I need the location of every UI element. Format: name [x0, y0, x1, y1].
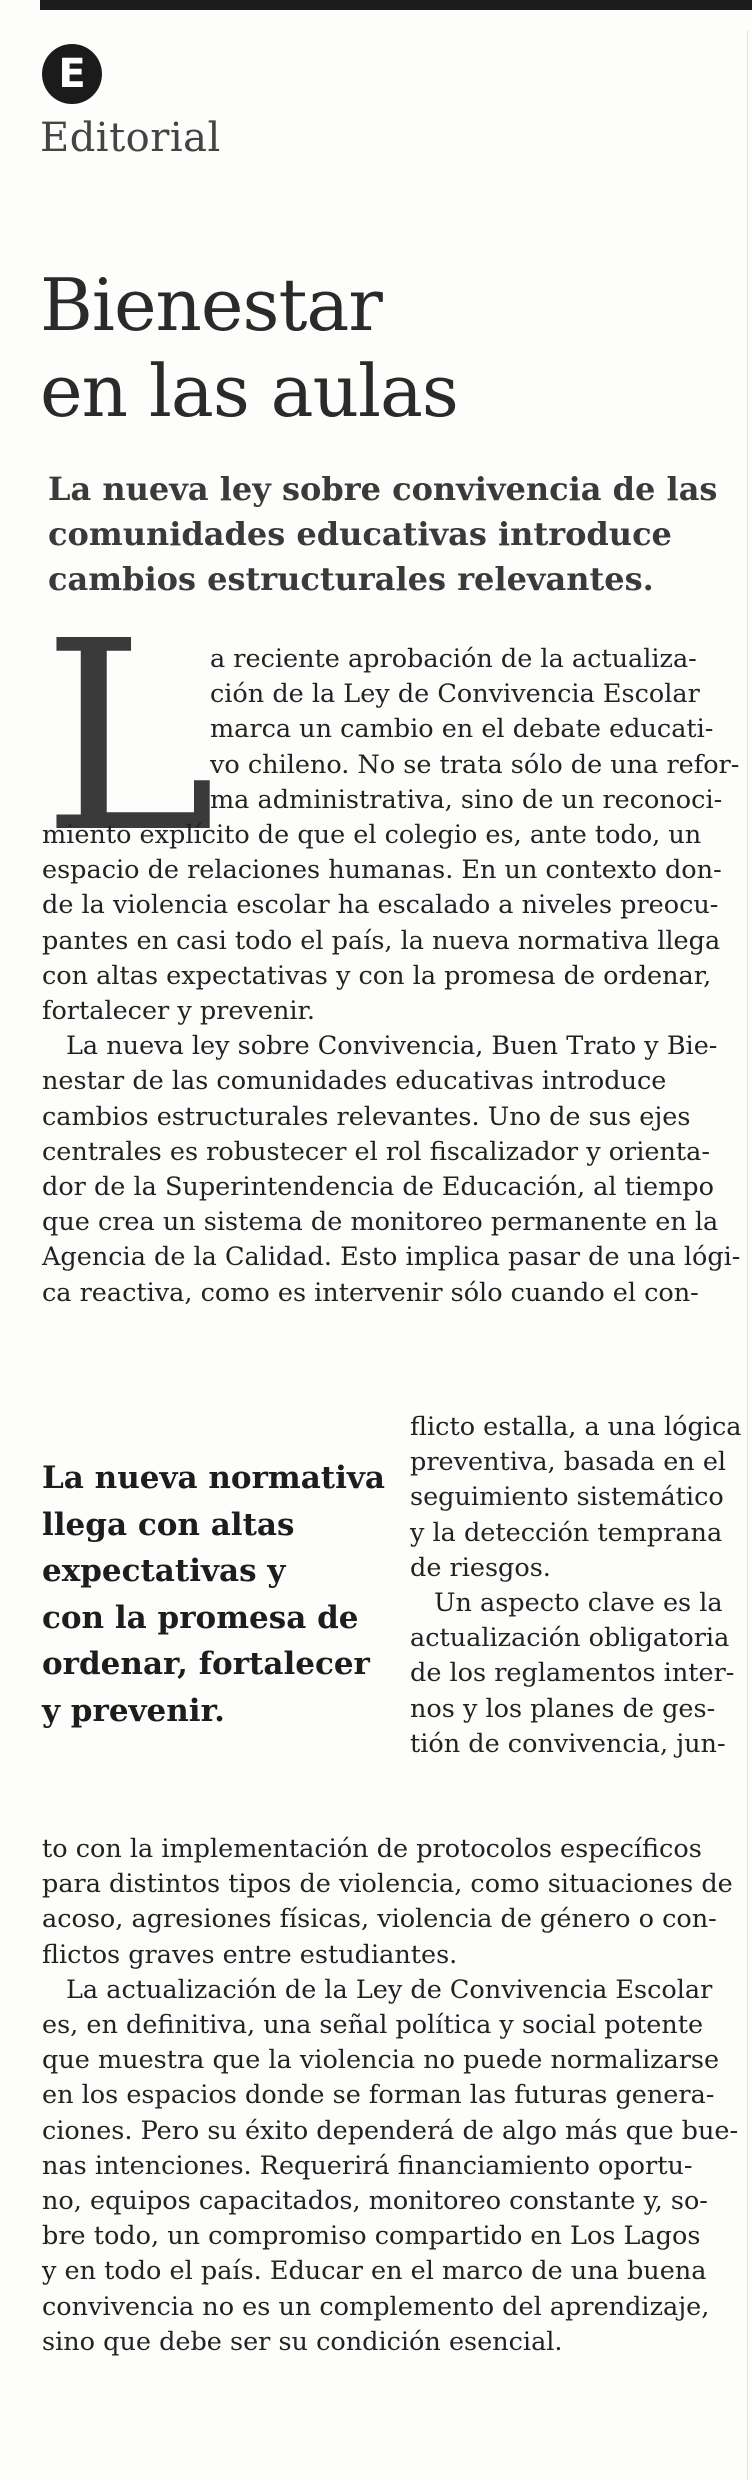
body-line: de los reglamentos inter-: [410, 1658, 735, 1689]
body-line: es, en definitiva, una señal política y social potente: [42, 2010, 704, 2041]
body-line: to con la implementación de protocolos específicos: [42, 1834, 702, 1864]
body-line: ca reactiva, como es intervenir sólo cuando el con-: [42, 1277, 699, 1308]
body-line: que muestra que la violencia no puede normalizarse: [42, 2045, 720, 2076]
body-line: La actualización de la Ley de Convivencia Escolar: [66, 1974, 713, 2005]
body-line: acoso, agresiones físicas, violencia de género o con-: [42, 1904, 717, 1935]
body-line: miento explícito de que el colegio es, ante todo, un: [42, 820, 702, 850]
body-line: Un aspecto clave es la: [434, 1588, 723, 1619]
headline-line: en las aulas: [40, 349, 458, 433]
body-line: en los espacios donde se forman las futuras genera-: [42, 2080, 715, 2111]
headline-line: Bienestar: [40, 263, 382, 347]
body-line: ción de la Ley de Convivencia Escolar: [210, 679, 700, 710]
body-text-full-1: [42, 818, 740, 1311]
body-line: La nueva ley sobre Convivencia, Buen Trato y Bie-: [66, 1031, 718, 1062]
section-badge-icon: E: [42, 44, 102, 104]
body-text-full-2: [42, 1832, 738, 2360]
top-rule: [40, 0, 752, 10]
body-line: dor de la Superintendencia de Educación, al tiempo: [42, 1172, 714, 1203]
body-text-narrow: [410, 1410, 741, 1762]
body-line: ciones. Pero su éxito dependerá de algo más que bue-: [42, 2115, 739, 2146]
body-line: para distintos tipos de violencia, como situaciones de: [42, 1869, 733, 1900]
pull-quote: [42, 1455, 392, 1734]
body-line: a reciente aprobación de la actualiza-: [210, 644, 697, 674]
body-line: Agencia de la Calidad. Esto implica pasar de una lógi-: [42, 1242, 741, 1273]
pull-quote-line: y prevenir.: [42, 1692, 225, 1729]
drop-cap: L: [42, 585, 216, 890]
body-line: flictos graves entre estudiantes.: [42, 1939, 458, 1970]
body-line: sino que debe ser su condición esencial.: [42, 2326, 563, 2357]
pull-quote-line: expectativas y: [42, 1553, 286, 1589]
headline: [40, 262, 730, 434]
column-edge-rule: [747, 30, 748, 2480]
body-line: de la violencia escolar ha escalado a niveles preocu-: [42, 890, 719, 921]
pull-quote-line: llega con altas: [42, 1506, 295, 1543]
section-label: Editorial: [40, 115, 221, 161]
body-line: bre todo, un compromiso compartido en Los Lagos: [42, 2221, 701, 2252]
body-line: nas intenciones. Requerirá financiamiento oportu-: [42, 2150, 693, 2181]
body-line: pantes en casi todo el país, la nueva normativa llega: [42, 925, 721, 956]
body-line: nos y los planes de ges-: [410, 1693, 716, 1724]
body-text-wrap: [210, 642, 739, 818]
body-line: tión de convivencia, jun-: [410, 1728, 726, 1759]
body-line: preventiva, basada en el: [410, 1447, 727, 1478]
body-line: flicto estalla, a una lógica: [410, 1412, 742, 1442]
body-line: cambios estructurales relevantes. Uno de sus ejes: [42, 1101, 691, 1132]
body-line: espacio de relaciones humanas. En un contexto don-: [42, 855, 722, 886]
body-line: no, equipos capacitados, monitoreo constante y, so-: [42, 2186, 708, 2217]
pull-quote-line: con la promesa de: [42, 1599, 359, 1636]
deck-line: cambios estructurales relevantes.: [48, 560, 654, 598]
body-line: que crea un sistema de monitoreo permanente en la: [42, 1207, 719, 1238]
body-line: convivencia no es un complemento del aprendizaje,: [42, 2291, 710, 2322]
body-line: fortalecer y prevenir.: [42, 996, 316, 1027]
body-line: actualización obligatoria: [410, 1623, 730, 1654]
body-line: de riesgos.: [410, 1552, 551, 1583]
body-line: y en todo el país. Educar en el marco de una buena: [42, 2256, 707, 2287]
body-line: seguimiento sistemático: [410, 1482, 724, 1513]
deck-line: comunidades educativas introduce: [48, 515, 672, 553]
body-line: centrales es robustecer el rol fiscalizador y orienta-: [42, 1136, 710, 1167]
pull-quote-line: ordenar, fortalecer: [42, 1646, 370, 1682]
body-line: nestar de las comunidades educativas introduce: [42, 1066, 667, 1097]
pull-quote-line: La nueva normativa: [42, 1460, 385, 1496]
deck: [48, 467, 738, 602]
body-line: vo chileno. No se trata sólo de una refor-: [210, 749, 740, 780]
body-line: y la detección temprana: [410, 1517, 723, 1548]
deck-line: La nueva ley sobre convivencia de las: [48, 470, 718, 508]
body-line: ma administrativa, sino de un reconoci-: [210, 784, 723, 815]
body-line: marca un cambio en el debate educati-: [210, 714, 714, 745]
body-line: con altas expectativas y con la promesa de ordenar,: [42, 960, 712, 991]
